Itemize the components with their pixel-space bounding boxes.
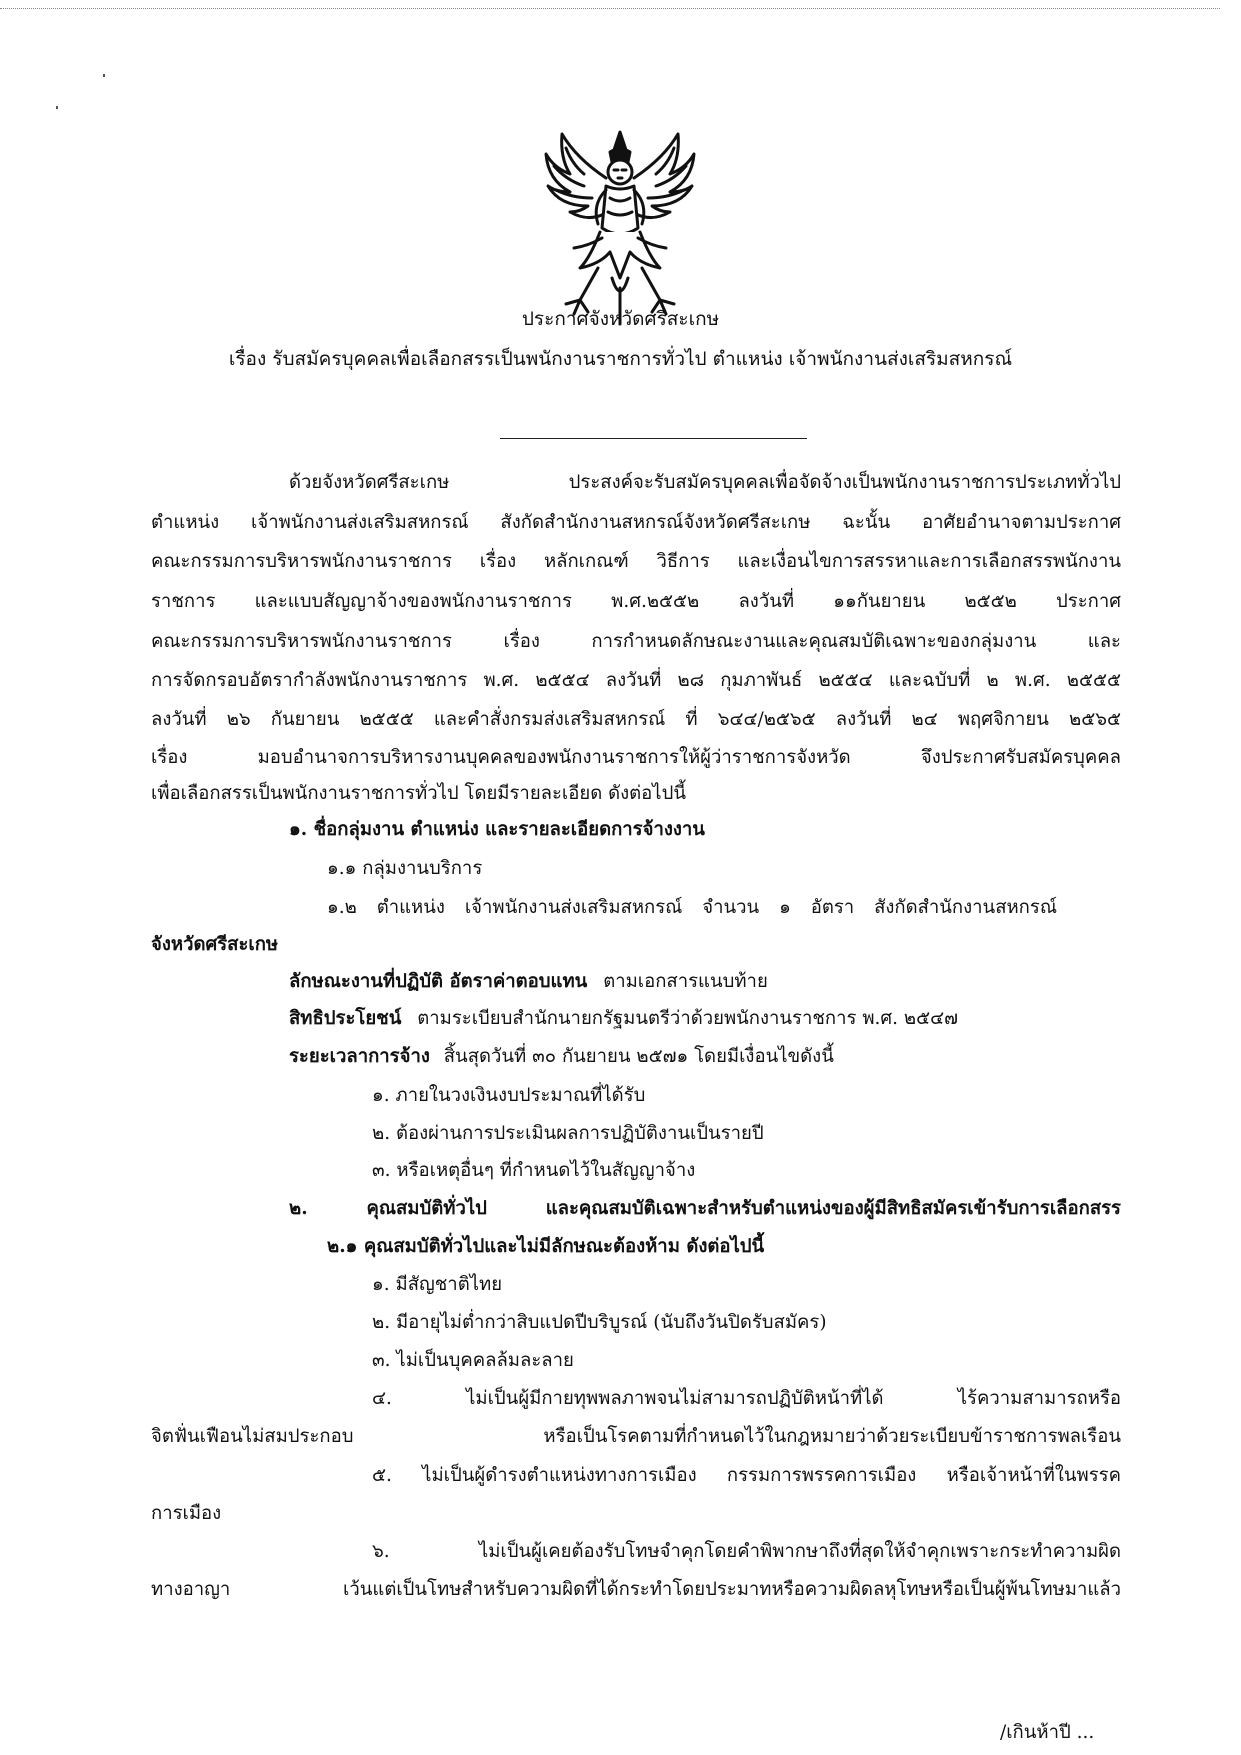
qualification-item-cont: การเมือง xyxy=(151,1503,222,1524)
condition-item: ๓. หรือเหตุอื่นๆ ที่กำหนดไว้ในสัญญาจ้าง xyxy=(372,1160,696,1181)
intro-line: ตำแหน่ง เจ้าพนักงานส่งเสริมสหกรณ์ สังกัดสำนักงานสหกรณ์จังหวัดศรีสะเกษ ฉะนั้น อาศัยอำนาจตามประกาศ xyxy=(151,512,1121,533)
qualification-item: ๕. ไม่เป็นผู้ดำรงตำแหน่งทางการเมือง กรรมการพรรคการเมือง หรือเจ้าหน้าที่ในพรรค xyxy=(372,1465,1121,1486)
qualification-item: ๖. ไม่เป็นผู้เคยต้องรับโทษจำคุกโดยคำพิพากษาถึงที่สุดให้จำคุกเพราะกระทำความผิด xyxy=(372,1541,1121,1562)
work-label: ลักษณะงานที่ปฏิบัติ อัตราค่าตอบแทน xyxy=(289,971,588,992)
term-label: ระยะเวลาการจ้าง xyxy=(289,1046,430,1067)
condition-item: ๑. ภายในวงเงินงบประมาณที่ได้รับ xyxy=(372,1085,646,1106)
scan-speck xyxy=(56,106,58,109)
document-title: ประกาศจังหวัดศรีสะเกษ xyxy=(521,308,720,330)
intro-line: เพื่อเลือกสรรเป็นพนักงานราชการทั่วไป โดยมีรายละเอียด ดังต่อไปนี้ xyxy=(151,783,686,804)
continued-marker: /เกินห้าปี ... xyxy=(1000,1722,1095,1743)
item-1-1: ๑.๑ กลุ่มงานบริการ xyxy=(327,858,483,879)
scan-top-edge xyxy=(0,8,1220,9)
qualification-item: ๑. มีสัญชาติไทย xyxy=(372,1274,503,1295)
intro-line: การจัดกรอบอัตรากำลังพนักงานราชการ พ.ศ. ๒๕๕๔ ลงวันที่ ๒๘ กุมภาพันธ์ ๒๕๕๔ และฉบับที่ ๒ พ.ศ. ๒๕๕๕ xyxy=(151,670,1121,691)
benefit-row xyxy=(289,1006,958,1032)
intro-line: เรื่อง มอบอำนาจการบริหารงานบุคคลของพนักงานราชการให้ผู้ว่าราชการจังหวัด จึงประกาศรับสมัครบุคคล xyxy=(151,747,1121,768)
work-detail-row xyxy=(289,969,768,995)
section2-heading: ๒. คุณสมบัติทั่วไป และคุณสมบัติเฉพาะสำหรับตำแหน่งของผู้มีสิทธิสมัครเข้ารับการเลือกสรร xyxy=(289,1198,1121,1219)
scan-speck xyxy=(103,74,105,77)
work-value: ตามเอกสารแนบท้าย xyxy=(603,971,768,992)
condition-item: ๒. ต้องผ่านการประเมินผลการปฏิบัติงานเป็นรายปี xyxy=(372,1123,764,1144)
intro-line: ราชการ และแบบสัญญาจ้างของพนักงานราชการ พ.ศ.๒๕๕๒ ลงวันที่ ๑๑กันยายน ๒๕๕๒ ประกาศ xyxy=(151,591,1121,612)
qualification-item-cont: ทางอาญา เว้นแต่เป็นโทษสำหรับความผิดที่ได้กระทำโดยประมาทหรือความผิดลหุโทษหรือเป็นผู้พ้นโทษมาแล้ว xyxy=(151,1579,1121,1600)
qualification-item: ๒. มีอายุไม่ต่ำกว่าสิบแปดปีบริบูรณ์ (นับถึงวันปิดรับสมัคร) xyxy=(372,1312,827,1333)
term-row xyxy=(289,1044,834,1070)
qualification-item: ๔. ไม่เป็นผู้มีกายทุพพลภาพจนไม่สามารถปฏิบัติหน้าที่ได้ ไร้ความสามารถหรือ xyxy=(372,1388,1121,1409)
benefit-label: สิทธิประโยชน์ xyxy=(289,1008,402,1029)
intro-line: ลงวันที่ ๒๖ กันยายน ๒๕๕๕ และคำสั่งกรมส่งเสริมสหกรณ์ ที่ ๖๔๔/๒๕๖๕ ลงวันที่ ๒๔ พฤศจิกายน ๒๕๖๕ xyxy=(151,709,1121,730)
section2-sub-heading: ๒.๑ คุณสมบัติทั่วไปและไม่มีลักษณะต้องห้าม ดังต่อไปนี้ xyxy=(327,1236,765,1257)
title-divider xyxy=(500,438,807,439)
qualification-item-cont: จิตฟั่นเฟือนไม่สมประกอบ หรือเป็นโรคตามที่กำหนดไว้ในกฎหมายว่าด้วยระเบียบข้าราชการพลเรือน xyxy=(151,1426,1121,1447)
item-1-2-cont: จังหวัดศรีสะเกษ xyxy=(151,934,279,955)
garuda-emblem-icon xyxy=(540,128,700,328)
intro-line: คณะกรรมการบริหารพนักงานราชการ เรื่อง หลักเกณฑ์ วิธีการ และเงื่อนไขการสรรหาและการเลือกสรรพนักงาน xyxy=(151,551,1121,572)
section1-heading: ๑. ชื่อกลุ่มงาน ตำแหน่ง และรายละเอียดการจ้างงาน xyxy=(289,819,705,840)
intro-line: ด้วยจังหวัดศรีสะเกษ ประสงค์จะรับสมัครบุคคลเพื่อจัดจ้างเป็นพนักงานราชการประเภททั่วไป xyxy=(289,472,1121,493)
term-value: สิ้นสุดวันที่ ๓๐ กันยายน ๒๕๗๑ โดยมีเงื่อนไขดังนี้ xyxy=(443,1046,834,1067)
intro-line: คณะกรรมการบริหารพนักงานราชการ เรื่อง การกำหนดลักษณะงานและคุณสมบัติเฉพาะของกลุ่มงาน และ xyxy=(151,631,1121,652)
document-subject: เรื่อง รับสมัครบุคคลเพื่อเลือกสรรเป็นพนักงานราชการทั่วไป ตำแหน่ง เจ้าพนักงานส่งเสริมสหกรณ์ xyxy=(228,348,1013,370)
item-1-2: ๑.๒ ตำแหน่ง เจ้าพนักงานส่งเสริมสหกรณ์ จำนวน ๑ อัตรา สังกัดสำนักงานสหกรณ์ xyxy=(327,897,1057,918)
benefit-value: ตามระเบียบสำนักนายกรัฐมนตรีว่าด้วยพนักงานราชการ พ.ศ. ๒๕๔๗ xyxy=(417,1008,959,1029)
qualification-item: ๓. ไม่เป็นบุคคลล้มละลาย xyxy=(372,1350,574,1371)
